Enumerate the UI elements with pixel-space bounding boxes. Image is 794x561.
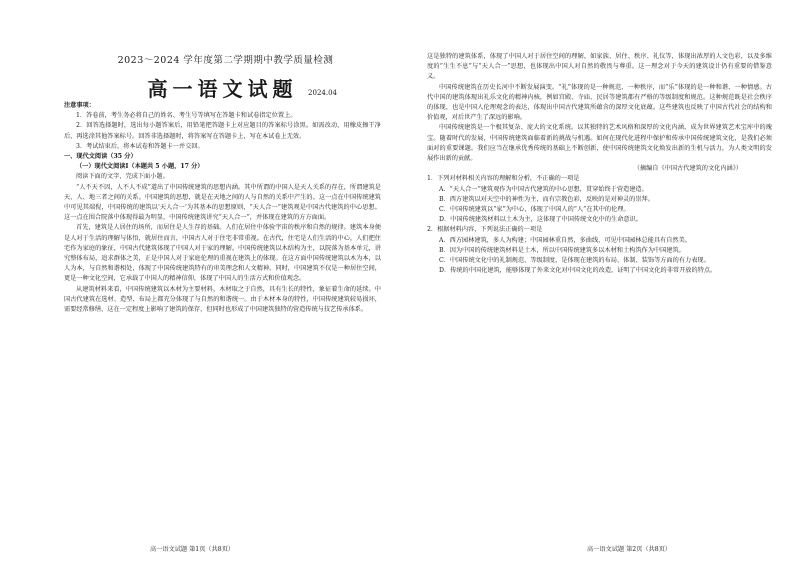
notice-item: 2．回答选择题时，选出每小题答案后，用铅笔把答题卡上对应题目的答案标号涂黑。如需改动，用橡皮擦干净后，再选涂其他答案标号。回答非选择题时，将答案写在答题卡上，写在本试卷上无效。 [64,122,381,140]
section-heading: 一、现代文阅读（35 分） [64,153,137,161]
question-1-option: B．西方建筑以对天空中的神性为主，而有宗教色彩，反映的是对神灵的崇拜。 [439,195,654,203]
question-2-option: A．西方园林建筑，多人为构建；中国园林重自然，多曲线，可见中国园林总能具有自然美。 [439,236,691,244]
notice-heading: 注意事项： [64,102,95,109]
passage-paragraph: “人不天不因，人不人不成”道出了中国传统建筑的思想内涵。其中所谓的中国人是天人关系的存在，所谓建筑是天、人、地三者之间的关系。中国建筑的思想，就是在天地之间的人与自然的关系中产生的。这一点在中国传统建筑中可见其端倪，中国传统的建筑以‘天人合一’为其基本的思想原则，“天人合一”建筑观是中国古代建筑的中心思想。这一点在围合院落中体现得最为明显，中国传统建筑讲究“天人合一”，并体现在建筑的方方面面。 [64,183,381,222]
exam-header: 2023～2024 学年度第二学期期中教学质量检测 [117,55,334,66]
reading-instruction: 阅读下面的文字，完成下面小题。 [76,173,169,181]
question-2: 2．根据材料内容，下列说法正确的一项是 [427,226,543,234]
right-page [397,0,794,561]
subsection-heading: （一）现代文阅读Ⅰ（本题共 5 小题，17 分） [76,163,204,171]
title-row [64,73,381,101]
passage-paragraph: 从建筑材料来看，中国传统建筑以木材为主要材料，木材取之于自然，具有生长的特性，象征着生命的延续。中国古代建筑在选材、造型、布局上都充分体现了与自然的和谐统一。由于木材本身的特性，中国传统建筑较易损坏，需要经常修缮，这在一定程度上影响了建筑的保存，但同时也形成了中国建筑独特的营造传统与技艺传承体系。 [64,285,381,314]
passage-paragraph: 中国传统建筑在历史长河中不断发展演变。“礼”体现的是一种规范、一种秩序，而“乐”体现的是一种和谐、一种情感。古代中国的建筑体现出礼乐文化的精神内核，例如宫殿、寺庙、民居等建筑都有严格的等级制度和规范。这种规范既是社会秩序的体现，也是中国人伦理观念的表达，体现出中国古代建筑所蕴含的深厚文化底蕴。这些建筑也反映了中国古代社会的结构和价值观，对后世产生了深远的影响。 [427,83,772,122]
notice-item: 1．答卷前，考生务必将自己的姓名、考生号等填写在答题卡和试卷指定位置上。 [76,112,297,120]
question-2-option: D．传统的中国化建筑，能够体现了外来文化对中国文化的改造，证明了中国文化的非常开放的特点。 [439,267,717,275]
notice-item: 3．考试结束后，将本试卷和答题卡一并交回。 [76,142,204,150]
question-2-option: C．中国传统文化中的礼制规范、等级制度，是体现在建筑的布局、体制、装饰等方面的有力表现。 [439,257,710,265]
question-1: 1．下列对材料相关内容的理解和分析，不正确的一项是 [427,175,580,183]
page-footer: 高一语文试题 第1页（共8页） [150,546,235,553]
paper-title: 高一语文试题 [147,77,298,101]
passage-paragraph: 中国传统建筑是一个极其复杂、庞大的文化系统。以其独特的艺术风格和深厚的文化内涵，成为世界建筑艺术宝库中的瑰宝。随着时代的发展，中国传统建筑面临着新的挑战与机遇。如何在现代化进程中保护和传承中国传统建筑文化，是我们必须面对的重要课题。我们应当在继承优秀传统的基础上不断创新，使中国传统建筑文化焕发出新的生机与活力，为人类文明的发展作出新的贡献。 [427,124,772,163]
question-2-option: B．因为中国的传统建筑材料是土木，所以中国传统建筑多以木材和土构筑作为中国建筑。 [439,246,685,254]
paper-date: 2024.04 [308,89,337,97]
question-1-option: A．“天人合一”建筑观作为中国古代建筑的中心思想，贯穿始终于营造建造。 [439,185,648,193]
passage-source: （摘编自《中国古代建筑的文化内涵》） [633,165,742,173]
passage-paragraph: 这是独特的建筑体系，体现了中国人对于居住空间的理解，如家族、居住、秩序、礼仪等，体现出浓厚的人文色彩，以及多维度的“生生不息”与“天人合一”思想，也体现出中国人对自然的敬畏与尊重。这一理念对于今天的建筑设计仍有重要的借鉴意义。 [427,53,772,81]
question-1-option: D．中国传统建筑材料以土木为主，这体现了中国传统文化中的生命意识。 [439,216,642,224]
page-footer: 高一语文试题 第2页（共8页） [587,546,672,553]
passage-paragraph: 首先，建筑是人居住的场所，而居住是人生存的基础。人们在居住中体验宇宙的秩序和自然的规律。建筑本身便是人对于生活的理解与体悟，就居住而言，中国古人对于住宅非常重视。在古代，住宅是人们生活的中心，人们把住宅作为家庭的象征，中国古代建筑体现了中国人对于家的理解。中国传统建筑以木结构为主，以院落为基本单元，讲究整体布局，追求群体之美，正是中国人对于家庭伦理的重视在建筑上的体现。在这方面中国传统建筑以木为本，以人为本，与自然和谐相处，体现了中国传统建筑特有的审美理念和人文精神。同时，中国建筑不仅是一种居住空间，更是一种文化空间，它承载了中国人的精神信仰，体现了中国人的生活方式和价值观念。 [64,224,381,283]
question-1-option: C．中国传统建筑以“家”为中心，体现了中国人的“人”在其中的伦理。 [439,206,630,214]
